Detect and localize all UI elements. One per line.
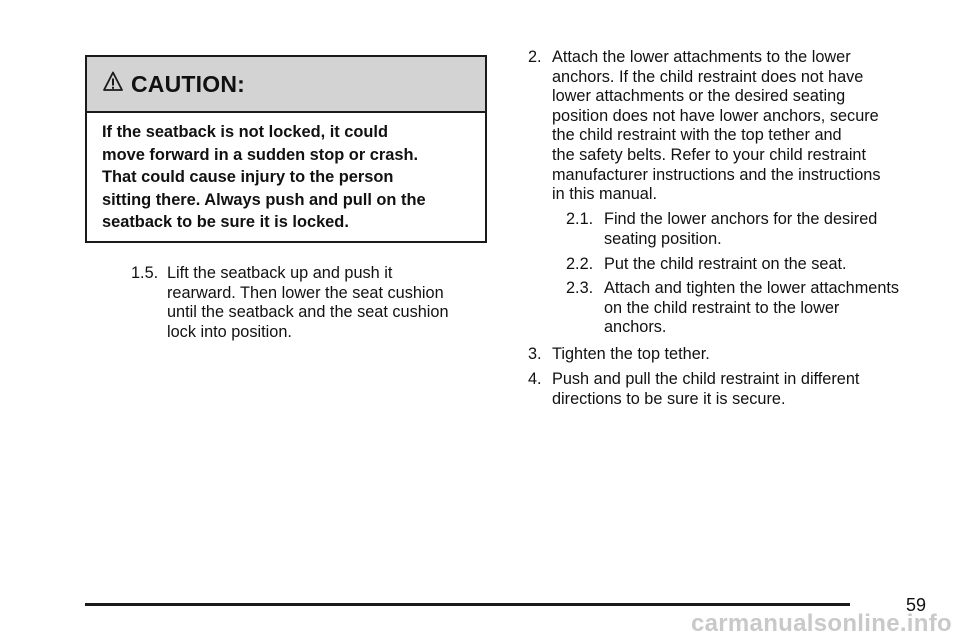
caution-line: seatback to be sure it is locked.	[102, 213, 349, 232]
watermark: carmanualsonline.info	[690, 610, 952, 637]
caution-line: move forward in a sudden stop or crash.	[102, 145, 419, 164]
step-number: 1.5.	[131, 264, 159, 282]
caution-line: That could cause injury to the person	[102, 168, 394, 187]
step-number: 2.	[528, 48, 542, 66]
caution-line: sitting there. Always push and pull on the	[102, 190, 426, 209]
step-text	[552, 370, 938, 409]
step-line: anchors.	[604, 318, 667, 337]
step-text	[552, 345, 938, 365]
step-number: 4.	[528, 370, 542, 388]
caution-box	[85, 55, 487, 243]
caution-text	[87, 113, 485, 234]
step-line: directions to be sure it is secure.	[552, 389, 786, 408]
step-line: the child restraint with the top tether and	[552, 126, 842, 145]
step-line: Attach and tighten the lower attachments	[604, 279, 900, 297]
step-4	[528, 370, 938, 409]
step-number: 2.1.	[566, 210, 594, 228]
footer-rule	[85, 603, 850, 606]
step-number: 2.3.	[566, 279, 594, 297]
step-2-3	[566, 279, 938, 338]
step-line: rearward. Then lower the seat cushion	[167, 283, 444, 302]
step-2-1	[566, 210, 938, 249]
step-line: lower attachments or the desired seating	[552, 87, 846, 106]
warning-triangle-icon	[101, 69, 125, 93]
step-1-5	[131, 264, 491, 342]
step-text	[552, 48, 938, 205]
step-number: 3.	[528, 345, 542, 363]
step-line: anchors. If the child restraint does not have	[552, 67, 864, 86]
step-line: position does not have lower anchors, secure	[552, 106, 879, 125]
step-line: manufacturer instructions and the instructions	[552, 165, 881, 184]
step-2	[528, 48, 938, 205]
step-line: Lift the seatback up and push it	[167, 264, 393, 282]
step-line: lock into position.	[167, 322, 292, 341]
step-line: Push and pull the child restraint in different	[552, 370, 860, 388]
step-text	[167, 264, 491, 342]
step-line: in this manual.	[552, 185, 657, 204]
step-text	[604, 255, 938, 275]
step-number: 2.2.	[566, 255, 594, 273]
step-line: seating position.	[604, 229, 722, 248]
caution-line: If the seatback is not locked, it could	[102, 123, 388, 141]
step-line: on the child restraint to the lower	[604, 298, 840, 317]
step-2-2	[566, 255, 938, 275]
step-line: Tighten the top tether.	[552, 345, 710, 363]
page-number: 59	[905, 595, 926, 615]
caution-title: CAUTION:	[131, 70, 246, 97]
step-3	[528, 345, 938, 365]
caution-header	[87, 57, 485, 113]
step-line: until the seatback and the seat cushion	[167, 303, 449, 322]
step-text	[604, 210, 938, 249]
step-line: Find the lower anchors for the desired	[604, 210, 878, 228]
step-text	[604, 279, 938, 338]
step-line: Put the child restraint on the seat.	[604, 255, 847, 273]
step-line: the safety belts. Refer to your child restraint	[552, 145, 867, 164]
step-line: Attach the lower attachments to the lower	[552, 48, 851, 66]
